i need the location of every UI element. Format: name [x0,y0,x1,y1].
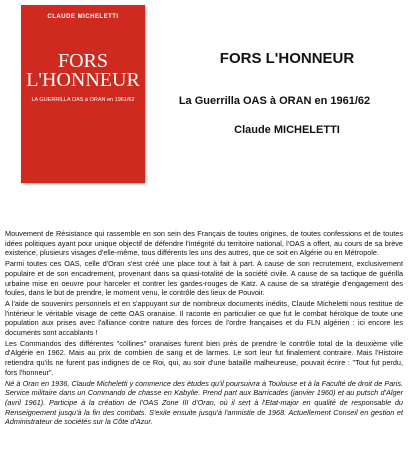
book-subtitle: La Guerrilla OAS à ORAN en 1961/62 [178,95,371,107]
cover-author: CLAUDE MICHELETTI [47,14,119,20]
cover-subtitle: LA GUERRILLA OAS à ORAN en 1961/62 [31,97,135,103]
book-cover [21,5,145,183]
book-author: Claude MICHELETTI [234,124,340,136]
paragraph: Les Commandos des différentes "collines" oranaises furent bien près de prendre le contrôle total de la deuxième ville d'Algérie en 1962. Mais au prix de combien de sang et de larmes. Le sort leur fut finalement contraire. Mais l'Histoire retiendra qu'ils ne furent pas indignes de ce Roi, qui, au soir d'une bataille malheureuse, pouvait écrire : "Tout fut perdu, fors l'honneur". [5,338,403,377]
book-title: FORS L'HONNEUR [219,50,355,67]
description [5,229,403,428]
paragraph: Parmi toutes ces OAS, celle d'Oran s'est créé une place tout à fait à part. A cause de son recrutement, exclusivement populaire et de son encadrement, provenant dans sa quasi-totalité de la société civile. A cause de sa tactique de guérilla urbaine mise en oeuvre pour harceler et contrer les gardes-rouges de Katz. A cause de sa stratégie d'engagement des foules, dans le but de prendre, le moment venu, le contrôle des lieux de Pouvoir. [5,259,403,298]
author-bio: Né à Oran en 1936, Claude Micheletti y commence des études qu'il poursuivra à Toulouse et à la Faculté de droit de Paris. Service militaire dans un Commando de chasse en Kabylie. Prend part aux Barricades (janvier 1960) et au putsch d'Alger (avril 1961). Participe à la création de l'OAS Zone III d'Oran, où il sert à l'Etat-major en qualité de responsable du Renseignement jusqu'à la fin des combats. S'exile ensuite jusqu'à l'amnistie de 1968. Actuellement Conseil en gestion et Administrateur de sociétés sur la Côte d'Azur. [5,378,403,427]
paragraph: A l'aide de souvenirs personnels et en s'appuyant sur de nombreux documents inédits, Claude Micheletti nous restitue de l'intérieur le véritable visage de cette OAS oranaise. Il raconte en particulier ce que fut le combat héroïque de toute une population aux prises avec l'alliance contre nature des forces de l'ordre françaises et du FLN algérien : ici encore les documents sont accablants ! [5,298,403,338]
cover-title-line2: L'HONNEUR [26,69,140,91]
cover-title-line1: FORS [57,50,109,72]
paragraph: Mouvement de Résistance qui rassemble en son sein des Français de toutes origines, de toutes confessions et de toutes idées politiques ayant pour unique objectif de défendre l'intégrité du territoire national, l'OAS a offert, au cours de sa brève existence, plusieurs visages d'elle-même, tous différents les uns des autres, que ce soit en Algérie ou en Métropole. [5,229,403,258]
